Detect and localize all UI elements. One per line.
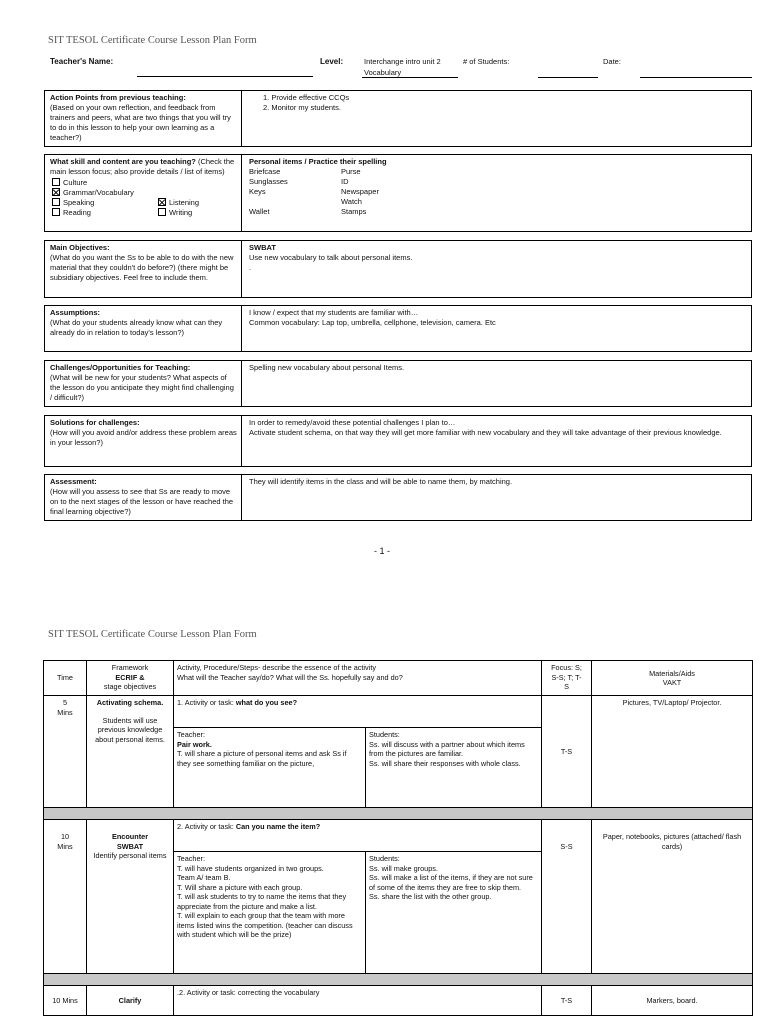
- challenges-text: Spelling new vocabulary about personal Items.: [249, 363, 405, 372]
- header-materials-2: VAKT: [662, 678, 682, 687]
- page-number: - 1 -: [374, 546, 391, 556]
- item-keys: Keys: [249, 187, 266, 196]
- row1-activity-title: what do you see?: [235, 698, 298, 707]
- students-count-label: # of Students:: [463, 57, 510, 66]
- row1-focus: T-S: [542, 696, 592, 808]
- header-materials-1: Materials/Aids: [649, 668, 695, 678]
- challenges-box: [44, 360, 752, 407]
- assumptions-title: Assumptions:: [50, 308, 101, 317]
- row3-time: 10 Mins: [44, 986, 87, 1016]
- level-value-1: Interchange intro unit 2: [364, 57, 441, 66]
- row1-teacher: [174, 728, 366, 808]
- table-row: [44, 696, 753, 728]
- culture-label: Culture: [63, 178, 88, 187]
- teacher-name-label: Teacher's Name:: [50, 57, 114, 66]
- assessment-text: They will identify items in the class and will be able to name them, by matching.: [249, 477, 513, 486]
- divider-row: [44, 808, 753, 820]
- swbat-text: Use new vocabulary to talk about personal items.: [249, 253, 413, 262]
- row3-materials: Markers, board.: [592, 986, 753, 1016]
- row2-activity-title: Can you name the item?: [235, 822, 321, 831]
- level-value-2: Vocabulary: [364, 68, 402, 77]
- header-activity: [174, 661, 542, 696]
- header-framework-2: ECRIF &: [115, 672, 145, 682]
- header-focus: [542, 661, 592, 696]
- main-objectives-box: [44, 240, 752, 298]
- table-row: [44, 820, 753, 852]
- row2-activity: [174, 820, 542, 852]
- assessment-title: Assessment:: [50, 477, 97, 486]
- header-framework: [87, 661, 174, 696]
- skill-title-rest: (Check the main lesson focus; also provide details / list of items): [50, 157, 235, 176]
- row2-teacher: [174, 852, 366, 974]
- solutions-box: [44, 415, 752, 467]
- assumptions-line2: Common vocabulary: Lap top, umbrella, cellphone, television, camera. Etc: [249, 318, 496, 327]
- page1-form-title: SIT TESOL Certificate Course Lesson Plan Form: [48, 35, 257, 46]
- row1-students: [366, 728, 542, 808]
- speaking-label: Speaking: [63, 198, 95, 207]
- level-line[interactable]: [362, 77, 458, 78]
- action-points-desc: (Based on your own reflection, and feedback from trainers and peers, what are two things that you will try to do in this lesson to help your own learning as a teacher?): [50, 103, 231, 142]
- assessment-desc: (How will you assess to see that Ss are ready to move on to the next stages of the lesson or have reached the final learning objective?): [50, 487, 234, 516]
- row1-students-label: Students:: [369, 730, 400, 739]
- header-framework-3: stage objectives: [103, 682, 157, 691]
- row2-students-text: Ss. will make groups. Ss. will make a list of the items, if they are not sure of some of the items they are free to skip them. Ss. share the list with the other group.: [369, 863, 533, 901]
- date-line[interactable]: [640, 77, 752, 78]
- row2-activity-prefix: 2. Activity or task:: [177, 822, 236, 831]
- row3-activity: [174, 986, 542, 1016]
- lesson-plan-table: [43, 660, 753, 1016]
- row1-framework-text: Students will use previous knowledge about personal items.: [95, 715, 165, 744]
- reading-checkbox[interactable]: [52, 208, 60, 216]
- item-purse: Purse: [341, 167, 361, 176]
- row3-framework-title: Clarify: [87, 986, 174, 1016]
- speaking-checkbox[interactable]: [52, 198, 60, 206]
- header-framework-1: Framework: [111, 663, 149, 672]
- table-row: [44, 986, 753, 1016]
- item-watch: Watch: [341, 197, 362, 206]
- writing-checkbox[interactable]: [158, 208, 166, 216]
- row1-materials: Pictures, TV/Laptop/ Projector.: [592, 696, 753, 808]
- row3-focus: T-S: [542, 986, 592, 1016]
- row1-framework-title: Activating schema.: [96, 698, 164, 707]
- date-label: Date:: [603, 57, 621, 66]
- assumptions-line1: I know / expect that my students are familiar with…: [249, 308, 419, 317]
- item-wallet: Wallet: [249, 207, 270, 216]
- header-time: Time: [44, 661, 87, 696]
- teacher-name-line[interactable]: [137, 76, 313, 77]
- assumptions-desc: (What do your students already know what can they already do in relation to today's lesson?): [50, 318, 223, 337]
- item-sunglasses: Sunglasses: [249, 177, 288, 186]
- header-activity-1: Activity, Procedure/Steps- describe the essence of the activity: [177, 663, 377, 672]
- swbat-title: SWBAT: [249, 243, 276, 252]
- main-objectives-desc: (What do you want the Ss to be able to do with the new material that they couldn't do before?) (there might be subsidiary objectives. Feel free to include them.: [50, 253, 234, 282]
- row1-framework: [87, 696, 174, 808]
- students-count-line[interactable]: [538, 77, 598, 78]
- solutions-line1: In order to remedy/avoid these potential challenges I plan to…: [249, 418, 456, 427]
- row2-materials: Paper, notebooks, pictures (attached/ flash cards): [592, 820, 753, 974]
- culture-checkbox[interactable]: [52, 178, 60, 186]
- solutions-line2: Activate student schema, on that way they will get more familiar with new vocabulary and they will take advantage of their previous knowledge.: [249, 428, 722, 437]
- action-point-2: 2. Monitor my students.: [263, 103, 341, 112]
- writing-label: Writing: [169, 208, 193, 217]
- row2-framework: [87, 820, 174, 974]
- item-id: ID: [341, 177, 349, 186]
- row3-activity-title: correcting the vocabulary: [237, 988, 320, 997]
- grammar-label: Grammar/Vocabulary: [63, 188, 134, 197]
- header-focus-2: S-S; T; T-: [551, 672, 582, 682]
- listening-label: Listening: [169, 198, 200, 207]
- row1-activity-prefix: 1. Activity or task:: [177, 698, 236, 707]
- row2-students: [366, 852, 542, 974]
- row2-focus: S-S: [542, 820, 592, 974]
- item-briefcase: Briefcase: [249, 167, 281, 176]
- row2-time: 10 Mins: [44, 820, 87, 974]
- grammar-checkbox[interactable]: [52, 188, 60, 196]
- item-stamps: Stamps: [341, 207, 367, 216]
- header-focus-3: S: [564, 682, 569, 691]
- skill-title: What skill and content are you teaching?: [50, 157, 196, 166]
- row1-time: 5 Mins: [44, 696, 87, 808]
- item-newspaper: Newspaper: [341, 187, 379, 196]
- solutions-desc: (How will you avoid and/or address these problem areas in your lesson?): [50, 428, 237, 447]
- row2-framework-text: Identify personal items: [93, 851, 167, 860]
- action-points-title: Action Points from previous teaching:: [50, 93, 186, 102]
- action-point-1: 1. Provide effective CCQs: [263, 93, 350, 102]
- skill-box: [44, 154, 752, 232]
- listening-checkbox[interactable]: [158, 198, 166, 206]
- main-objectives-title: Main Objectives:: [50, 243, 110, 252]
- assumptions-box: [44, 305, 752, 352]
- solutions-title: Solutions for challenges:: [50, 418, 140, 427]
- header-materials: [592, 661, 753, 696]
- action-points-box: [44, 90, 752, 147]
- challenges-desc: (What will be new for your students? What aspects of the lesson do you anticipate they might find challenging / difficult?): [50, 373, 234, 402]
- swbat-dot: .: [249, 263, 252, 272]
- row3-activity-prefix: .2. Activity or task:: [177, 988, 238, 997]
- divider-row: [44, 974, 753, 986]
- assessment-box: [44, 474, 752, 521]
- row2-teacher-text: T. will have students organized in two groups. Team A/ team B. T. Will share a picture with each group. T. will ask students to try to name the items that they appreciate from the picture and make a list. T. will explain to each group that the team with more items listed wins the competition. (teacher can discuss with student which will be the prize): [177, 863, 353, 939]
- row1-activity: [174, 696, 542, 728]
- row2-students-label: Students:: [369, 854, 400, 863]
- header-focus-1: Focus: S;: [551, 663, 582, 672]
- row2-framework-title: Encounter SWBAT: [111, 832, 149, 851]
- reading-label: Reading: [63, 208, 91, 217]
- table-header-row: [44, 661, 753, 696]
- page2-form-title: SIT TESOL Certificate Course Lesson Plan Form: [48, 629, 257, 640]
- row1-teacher-label: Teacher:: [177, 730, 205, 739]
- row1-students-text: Ss. will discuss with a partner about which items from the pictures are familiar. Ss. will share their responses with whole class.: [369, 739, 525, 768]
- level-label: Level:: [320, 57, 344, 66]
- challenges-title: Challenges/Opportunities for Teaching:: [50, 363, 191, 372]
- items-title: Personal items / Practice their spelling: [249, 157, 387, 166]
- row2-teacher-label: Teacher:: [177, 854, 205, 863]
- header-activity-2: What will the Teacher say/do? What will the Ss. hopefully say and do?: [177, 672, 403, 682]
- row1-teacher-text: T. will share a picture of personal items and ask Ss if they see something familiar on the picture,: [177, 749, 347, 768]
- row1-teacher-bold: Pair work.: [177, 739, 212, 749]
